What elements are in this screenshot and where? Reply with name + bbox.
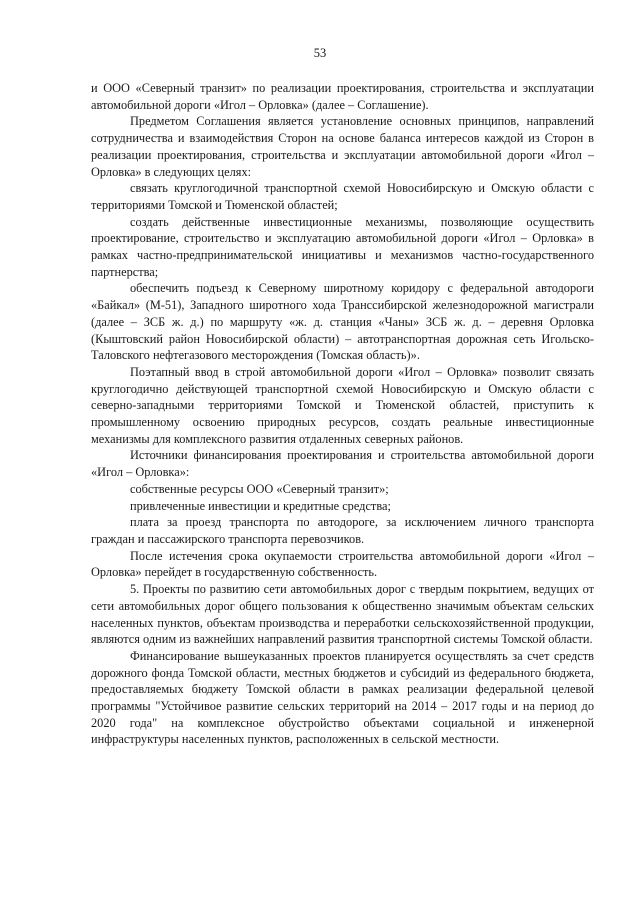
page-number: 53 [313, 46, 327, 60]
paragraph: и ООО «Северный транзит» по реализации проектирования, строительства и эксплуатации автомобильной дороги «Игол – Орловка» (далее – Соглашение). [91, 81, 594, 112]
paragraph: обеспечить подъезд к Северному широтному коридору с федеральной автодороги «Байкал» (М-51), Западного широтного хода Транссибирской железнодорожной магистрали (далее – ЗСБ ж. д.) по маршруту «ж. д. станция «Чаны» ЗСБ ж. д. – деревня Орловка (Кыштовский район Новосибирской области) – автотранспортная дорожная сеть Игольско-Таловского нефтегазового месторождения (Томская область)». [91, 281, 594, 363]
paragraph: собственные ресурсы ООО «Северный транзит»; [130, 481, 389, 496]
paragraph: Поэтапный ввод в строй автомобильной дороги «Игол – Орловка» позволит связать круглогодично действующей транспортной схемой Новосибирскую и Омскую области с северно-западными территориями Томской и Тюменской областей, приступить к промышленному освоению природных ресурсов, создать реальные инвестиционные механизмы для комплексного развития отдаленных северных районов. [91, 364, 594, 446]
paragraph: связать круглогодичной транспортной схемой Новосибирскую и Омскую области с территориями Томской и Тюменской областей; [91, 181, 594, 212]
paragraph: Предметом Соглашения является установление основных принципов, направлений сотрудничества и взаимодействия Сторон на основе баланса интересов каждой из Сторон в реализации проектирования, строительства и эксплуатации автомобильной дороги «Игол – Орловка» в следующих целях: [91, 114, 594, 179]
paragraph: Финансирование вышеуказанных проектов планируется осуществлять за счет средств дорожного фонда Томской области, местных бюджетов и субсидий из федерального бюджета, предоставляемых бюджету Томской области в рамках реализации федеральной целевой программы "Устойчивое развитие сельских территорий на 2014 – 2017 годы и на период до 2020 года" на комплексное обустройство объектами социальной и инженерной инфраструктуры населенных пунктов, расположенных в сельской местности. [91, 648, 594, 747]
paragraph: 5. Проекты по развитию сети автомобильных дорог с твердым покрытием, ведущих от сети автомобильных дорог общего пользования к общественно значимым объектам сельских населенных пунктов, объектам производства и переработки сельскохозяйственной продукции, являются одним из важнейших направлений развития транспортной системы Томской области. [91, 582, 594, 647]
paragraph: Источники финансирования проектирования и строительства автомобильной дороги «Игол – Орловка»: [91, 448, 594, 480]
paragraph: плата за проезд транспорта по автодороге, за исключением личного транспорта граждан и пассажирского транспорта перевозчиков. [91, 515, 594, 546]
body-text [91, 80, 594, 748]
paragraph: После истечения срока окупаемости строительства автомобильной дороги «Игол – Орловка» перейдет в государственную собственность. [91, 548, 594, 580]
paragraph: создать действенные инвестиционные механизмы, позволяющие осуществить проектирование, строительство и эксплуатацию автомобильной дороги «Игол – Орловка» в рамках частно-предпринимательской инициативы и механизмов частно-государственного партнерства; [91, 214, 594, 279]
paragraph: привлеченные инвестиции и кредитные средства; [130, 498, 391, 513]
